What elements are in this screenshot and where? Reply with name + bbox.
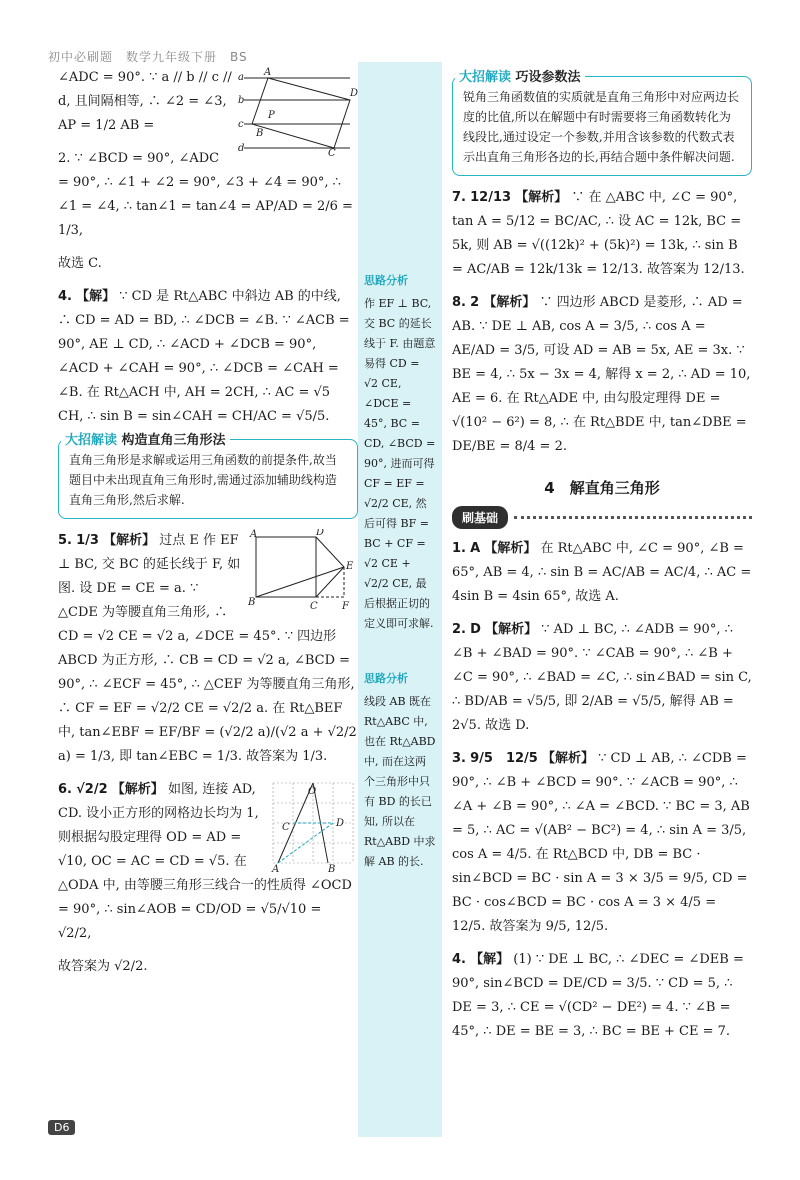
r2-solution: [452, 618, 752, 738]
r1-solution: [452, 537, 752, 609]
q7-answer: 12/13: [470, 190, 512, 205]
svg-text:B: B: [248, 597, 256, 608]
svg-text:O: O: [308, 786, 317, 797]
svg-text:E: E: [346, 561, 354, 572]
right-column: [452, 66, 752, 1053]
q7-number: 7.: [452, 190, 466, 205]
svg-text:C: C: [328, 148, 336, 158]
svg-text:C: C: [282, 822, 290, 833]
tip-box-construct: [58, 433, 358, 519]
svg-text:A: A: [264, 67, 272, 78]
q6-answer: √2/2: [76, 782, 108, 797]
r4-number: 4.: [452, 952, 466, 967]
q7-tag: 【解析】: [515, 190, 568, 205]
r1-tag: 【解析】: [484, 541, 537, 556]
q7-solution: [452, 186, 752, 282]
q8-solution: [452, 291, 752, 459]
r2-answer: D: [470, 622, 481, 637]
q7-text: ∵ 在 △ABC 中, ∠C = 90°, tan A = 5/12 = BC/AC, ∴ 设 AC = 12k, BC = 5k, 则 AB = √((12k)² + (5k)²) = 13k, ∴ sin B = AC/AB = 12k/13k = 12/13. 故答案为 12/13.: [452, 190, 745, 277]
svg-text:A: A: [250, 529, 258, 540]
svg-text:C: C: [310, 601, 318, 612]
svg-text:B: B: [328, 864, 336, 874]
svg-text:B: B: [256, 128, 264, 139]
r3-answer: 9/5 12/5: [470, 751, 538, 766]
q5-text: 过点 E 作 EF ⊥ BC, 交 BC 的延长线于 F, 如图. 设 DE = CE = a. ∵ △CDE 为等腰直角三角形, ∴ CD = √2 CE = √2 a, ∠DCE = 45°. ∵ 四边形 ABCD 为正方形, ∴ CB = CD = √2 a, ∠BCD = 90°, ∴ ∠ECF = 45°, ∴ △CEF 为等腰直角三角形, ∴ CF = EF = √2/2 CE = √2/2 a. 在 Rt△BEF 中, tan∠EBF = EF/BF = (√2/2 a)/(√2 a + √2/2 a) = 1/3, 即 tan∠EBC = 1/3. 故答案为 1/3.: [58, 533, 357, 764]
q3-part1: ∠ADC = 90°. ∵ a // b // c // d, 且间隔相等, ∴ ∠2 = ∠3, AP = 1/2 AB =: [58, 70, 232, 133]
tip-title: 大招解读 巧设参数法: [455, 66, 585, 85]
q5-number: 5.: [58, 533, 72, 548]
svg-text:F: F: [342, 601, 349, 612]
q6-conclusion: 故答案为 √2/2.: [58, 959, 148, 974]
svg-text:a: a: [238, 72, 244, 83]
q8-number: 8.: [452, 295, 466, 310]
analysis-sidebar: [358, 62, 442, 1137]
q6-text: 如图, 连接 AD, CD. 设小正方形的网格边长均为 1, 则根据勾股定理得 OD = AD = √10, OC = AC = CD = √5. 在 △ODA 中, 由等腰三角形三线合一的性质得 ∠OCD = 90°, ∴ sin∠AOB = CD/OD = √5/√10 = √2/2,: [58, 782, 352, 941]
r4-tag: 【解】: [470, 952, 510, 967]
q3-part2: 2. ∵ ∠BCD = 90°, ∠ADC = 90°, ∴ ∠1 + ∠2 = 90°, ∠3 + ∠4 = 90°, ∴ ∠1 = ∠4, ∴ tan∠1 = tan∠4 = AP/AD = 2/6 = 1/3,: [58, 151, 353, 238]
svg-text:D: D: [336, 818, 345, 829]
r2-number: 2.: [452, 622, 466, 637]
q3-conclusion: 故选 C.: [58, 256, 102, 271]
svg-text:b: b: [238, 95, 245, 106]
svg-text:P: P: [268, 110, 275, 121]
svg-text:D: D: [350, 88, 358, 99]
basic-practice-label: 刷基础: [452, 506, 508, 529]
r4-solution: [452, 948, 752, 1044]
q8-answer: 2: [470, 295, 480, 310]
q8-tag: 【解析】: [483, 295, 536, 310]
q6-number: 6.: [58, 782, 72, 797]
q4-number: 4.: [58, 289, 72, 304]
tip-text: 直角三角形是求解或运用三角函数的前提条件,故当题目中未出现直角三角形时,需通过添加辅助线构造直角三角形,然后求解.: [69, 453, 337, 507]
analysis-heading-2: 思路分析: [364, 672, 408, 685]
q6-tag: 【解析】: [111, 782, 164, 797]
q8-text: ∵ 四边形 ABCD 是菱形, ∴ AD = AB. ∵ DE ⊥ AB, cos A = 3/5, ∴ cos A = AE/AD = 3/5, 可设 AD = AB = 5x, AE = 3x. ∵ BE = 4, ∴ 5x − 3x = 4, 解得 x = 2, ∴ AD = 10, AE = 6. 在 Rt△ADE 中, 由勾股定理得 DE = √(10² − 6²) = 8, ∴ 在 Rt△BDE 中, tan∠DBE = DE/BE = 8/4 = 2.: [452, 295, 751, 454]
left-column: [58, 66, 358, 988]
parallel-lines-figure: [238, 66, 358, 158]
tip-title: 大招解读 构造直角三角形法: [61, 429, 230, 448]
r3-number: 3.: [452, 751, 466, 766]
q4-text: ∵ CD 是 Rt△ABC 中斜边 AB 的中线, ∴ CD = AD = BD, ∴ ∠DCB = ∠B. ∵ ∠ACB = 90°, AE ⊥ CD, ∴ ∠ACD + ∠DCB = 90°, ∠ACD + ∠CAH = 90°, ∴ ∠DCB = ∠CAH = ∠B. 在 Rt△ACH 中, AH = 2CH, ∴ AC = √5 CH, ∴ sin B = sin∠CAH = CH/AC = √5/5.: [58, 289, 350, 424]
r3-tag: 【解析】: [542, 751, 595, 766]
grid-figure: [268, 778, 358, 874]
svg-text:d: d: [238, 143, 245, 154]
q4-tag: 【解】: [76, 289, 116, 304]
page-header: 初中必刷题 数学九年级下册 BS: [48, 50, 248, 64]
r4-text: (1) ∵ DE ⊥ BC, ∴ ∠DEC = ∠DEB = 90°, sin∠BCD = DE/CD = 3/5. ∵ CD = 5, ∴ DE = 3, ∴ CE = √(CD² − DE²) = 4. ∵ ∠B = 45°, ∴ DE = BE = 3, ∴ BC = BE + CE = 7.: [452, 952, 744, 1039]
r3-text: ∵ CD ⊥ AB, ∴ ∠CDB = 90°, ∴ ∠B + ∠BCD = 90°. ∵ ∠ACB = 90°, ∴ ∠A + ∠B = 90°, ∴ ∠A = ∠BCD. ∵ BC = 3, AB = 5, ∴ AC = √(AB² − BC²) = 4, ∴ sin A = 3/5, cos A = 4/5. 在 Rt△BCD 中, DB = BC · sin∠BCD = BC · sin A = 3 × 3/5 = 9/5, CD = BC · cos∠BCD = BC · cos A = 3 × 4/5 = 12/5. 故答案为 9/5, 12/5.: [452, 751, 750, 934]
tip-text: 锐角三角函数值的实质就是直角三角形中对应两边长度的比值,所以在解题中有时需要将三角函数转化为线段比,通过设定一个参数,并用含该参数的代数式表示出直角三角形各边的长,再结合题中条件解决问题.: [463, 90, 740, 164]
svg-text:c: c: [238, 119, 244, 130]
r1-text: 在 Rt△ABC 中, ∠C = 90°, ∠B = 65°, AB = 4, ∴ sin B = AC/AB = AC/4, ∴ AC = 4sin B = 4sin 65°, 故选 A.: [452, 541, 752, 604]
r2-tag: 【解析】: [485, 622, 538, 637]
svg-text:A: A: [272, 864, 280, 874]
q5-tag: 【解析】: [103, 533, 156, 548]
basic-practice-banner: [452, 506, 752, 529]
r2-text: ∵ AD ⊥ BC, ∴ ∠ADB = 90°, ∴ ∠B + ∠BAD = 90°. ∵ ∠CAB = 90°, ∴ ∠B + ∠C = 90°, ∴ ∠BAD = ∠C, ∴ sin∠BAD = sin C, ∴ BD/AB = √5/5, 即 2/AB = √5/5, 解得 AB = 2√5. 故选 D.: [452, 622, 752, 733]
r1-number: 1.: [452, 541, 466, 556]
analysis-text-2: 线段 AB 既在 Rt△ABC 中, 也在 Rt△ABD 中, 而在这两个三角形中只有 BD 的长已知, 所以在 Rt△ABD 中求解 AB 的长.: [364, 695, 436, 868]
svg-text:D: D: [316, 529, 325, 538]
page-number: D6: [48, 1120, 75, 1135]
q5-answer: 1/3: [76, 533, 99, 548]
square-figure: [248, 529, 358, 615]
section-title: 4 解直角三角形: [544, 479, 660, 497]
analysis-heading-1: 思路分析: [364, 274, 408, 287]
dotted-divider: [514, 516, 752, 519]
tip-box-parameter: [452, 70, 752, 176]
q4-solution: [58, 285, 358, 429]
analysis-text-1: 作 EF ⊥ BC, 交 BC 的延长线于 F. 由题意易得 CD = √2 CE, ∠DCE = 45°, BC = CD, ∠BCD = 90°, 进而可得 CF = EF = √2/2 CE, 然后可得 BF = BC + CF = √2 CE + √2/2 CE, 最后根据正切的定义即可求解.: [364, 297, 436, 630]
r1-answer: A: [470, 541, 481, 556]
r3-solution: [452, 747, 752, 939]
